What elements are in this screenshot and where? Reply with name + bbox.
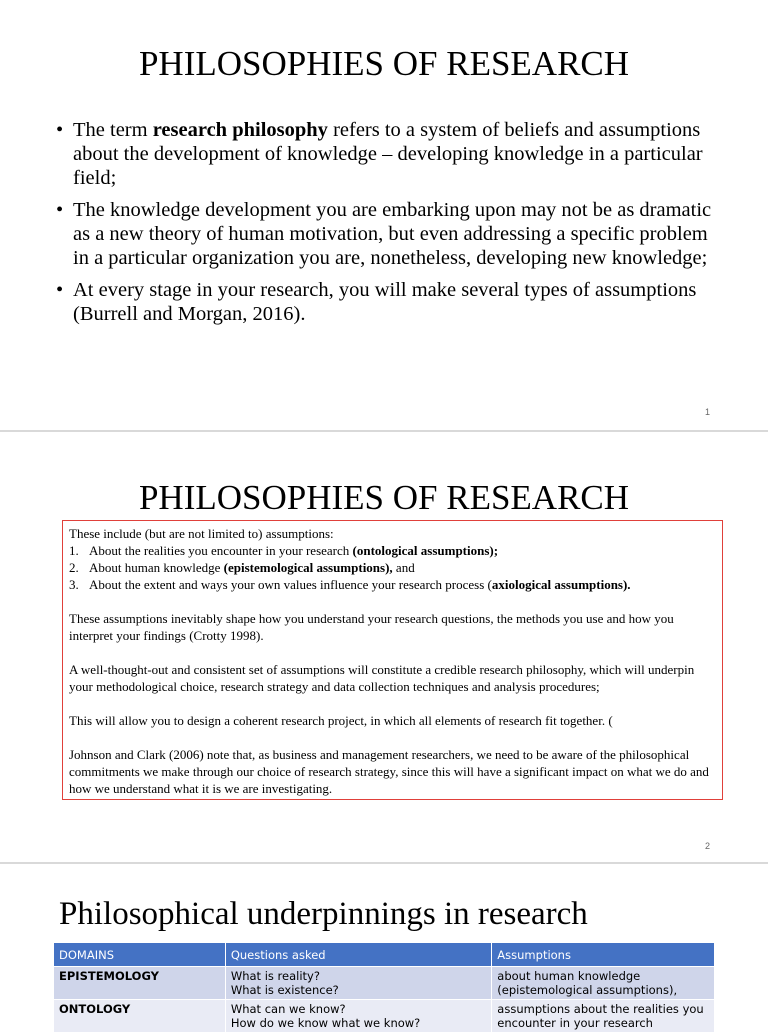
list-item: 1. About the realities you encounter in your research (ontological assumptions); <box>69 543 499 558</box>
bullet-item: • At every stage in your research, you will make several types of assumptions (Burrell and Morgan, 2016). <box>56 279 697 325</box>
intro-text: These include (but are not limited to) assumptions: <box>69 526 334 541</box>
slide-title: PHILOSOPHIES OF RESEARCH <box>138 478 630 517</box>
paragraph: A well-thought-out and consistent set of assumptions will constitute a credible research philosophy, which will underpin your methodological choice, research strategy and data collection techniques and analysis procedures; <box>69 662 695 694</box>
list-item: 2. About human knowledge (epistemological assumptions), and <box>69 560 415 575</box>
assumptions-cell: about human knowledge (epistemological assumptions), <box>492 967 715 1000</box>
assumptions-box <box>62 520 723 800</box>
paragraph: Johnson and Clark (2006) note that, as business and management researchers, we need to be aware of the philosophical commitments we make through our choice of research strategy, since this will have a significant impact on what we do and how we understand what it is we are investigating. <box>69 747 709 796</box>
paragraph: These assumptions inevitably shape how you understand your research questions, the methods you use and how you interpret your findings (Crotty 1998). <box>69 611 674 643</box>
column-header: Assumptions <box>492 943 715 967</box>
slide-title: PHILOSOPHIES OF RESEARCH <box>138 44 630 83</box>
assumptions-cell: assumptions about the realities you encounter in your research <box>492 1000 715 1033</box>
table-row <box>54 967 715 1000</box>
bullet-item: • The knowledge development you are embarking upon may not be as dramatic as a new theory of human motivation, but even addressing a specific problem in a particular organization you are, nonetheless, developing new knowledge; <box>56 199 712 269</box>
bullet-icon: • <box>56 279 64 301</box>
domains-table <box>53 942 715 1033</box>
slide-title: Philosophical underpinnings in research <box>59 896 588 932</box>
questions-cell: What can we know? How do we know what we know? <box>225 1000 491 1033</box>
bullet-icon: • <box>56 119 64 141</box>
slide-2 <box>0 432 768 862</box>
paragraph: This will allow you to design a coherent research project, in which all elements of research fit together. ( <box>69 713 613 728</box>
column-header: Questions asked <box>225 943 491 967</box>
column-header: DOMAINS <box>54 943 226 967</box>
table-header-row <box>54 943 715 967</box>
questions-cell: What is reality? What is existence? <box>225 967 491 1000</box>
list-item: 3. About the extent and ways your own values influence your research process (axiological assumptions). <box>69 577 631 592</box>
page-number: 1 <box>704 407 710 417</box>
page-number: 2 <box>704 841 710 851</box>
domain-cell: EPISTEMOLOGY <box>54 967 226 1000</box>
table-row <box>54 1000 715 1033</box>
domain-cell: ONTOLOGY <box>54 1000 226 1033</box>
bullet-item: • The term research philosophy refers to a system of beliefs and assumptions about the development of knowledge – developing knowledge in a particular field; <box>56 119 703 189</box>
slide-1 <box>0 0 768 430</box>
slide-3 <box>0 864 768 1030</box>
bullet-icon: • <box>56 199 64 221</box>
bullet-list <box>56 118 716 334</box>
